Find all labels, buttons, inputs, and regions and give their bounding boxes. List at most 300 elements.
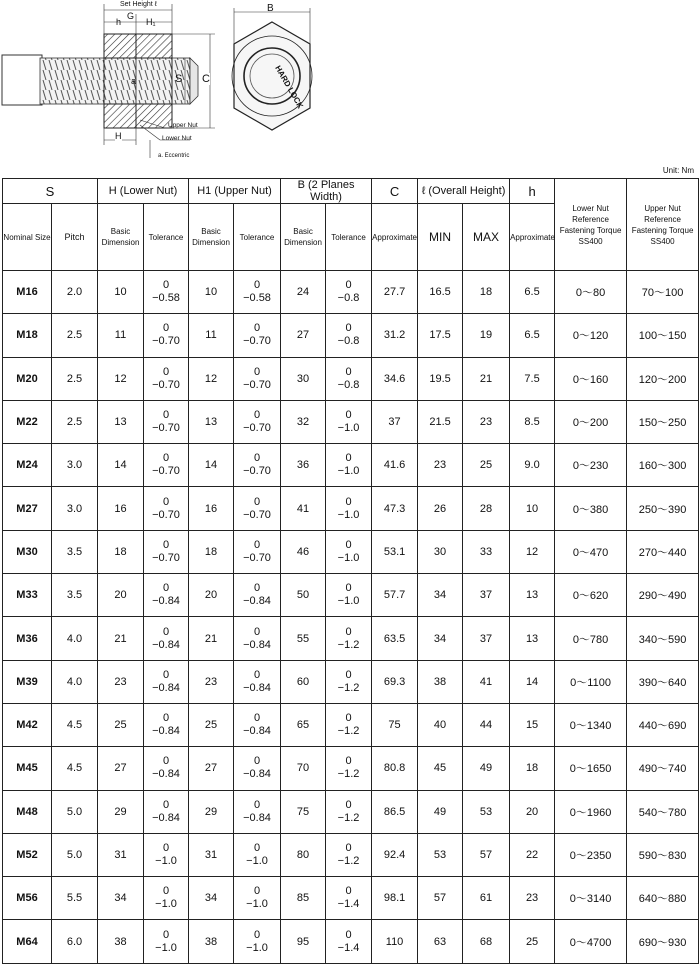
technical-drawing [0, 0, 700, 165]
tolerance-lower: −0.84 [152, 811, 180, 824]
tolerance-upper: 0 [345, 842, 352, 854]
tolerance-upper: 0 [253, 842, 261, 854]
c-approx-cell: 34.6 [372, 357, 418, 400]
h-basic-cell: 14 [98, 444, 144, 487]
tolerance-upper: 0 [253, 409, 261, 422]
pitch-cell: 4.5 [52, 747, 98, 790]
upper-torque-cell: 340〜590 [627, 617, 699, 660]
h-basic-cell: 12 [98, 357, 144, 400]
h1-tolerance-cell [234, 920, 281, 963]
lower-torque-cell: 0〜380 [555, 487, 627, 530]
tolerance-lower: −1.0 [155, 898, 177, 911]
h1-label: H₁ [146, 17, 156, 27]
subheader-pitch: Pitch [52, 204, 98, 271]
tolerance-lower: −1.2 [337, 725, 360, 738]
subheader-nominal: Nominal Size [3, 204, 52, 271]
tolerance-lower: −1.0 [337, 422, 360, 435]
tolerance-upper: 0 [345, 365, 352, 378]
h-basic-cell: 10 [98, 271, 144, 314]
tolerance-upper: 0 [162, 668, 170, 681]
tolerance-upper: 0 [345, 538, 352, 551]
tolerance-upper: 0 [253, 755, 261, 768]
pitch-cell: 3.0 [52, 487, 98, 530]
tolerance-upper: 0 [253, 625, 261, 638]
tolerance-upper: 0 [162, 322, 170, 335]
tolerance-upper: 0 [345, 668, 352, 681]
tolerance-upper: 0 [253, 928, 261, 941]
nominal-size-cell: M20 [3, 357, 52, 400]
tolerance-upper: 0 [345, 322, 352, 335]
tolerance-upper: 0 [345, 625, 352, 638]
h1-basic-cell: 23 [189, 660, 234, 703]
c-dimension-label: C [202, 73, 210, 85]
h1-tolerance-cell [234, 660, 281, 703]
tolerance-lower: −0.70 [152, 422, 180, 435]
l-min-cell: 30 [418, 530, 463, 573]
h1-basic-cell: 13 [189, 400, 234, 443]
tolerance-upper: 0 [162, 582, 170, 595]
h1-basic-cell: 27 [189, 747, 234, 790]
l-max-cell: 37 [463, 617, 510, 660]
tolerance-upper: 0 [345, 582, 352, 595]
upper-torque-cell: 390〜640 [627, 660, 699, 703]
h-tolerance-cell [144, 747, 189, 790]
nominal-size-cell: M30 [3, 530, 52, 573]
tolerance-lower: −1.2 [337, 855, 360, 867]
h-tolerance-cell [144, 920, 189, 963]
h1-basic-cell: 21 [189, 617, 234, 660]
b-tolerance-cell [326, 444, 372, 487]
pitch-cell: 6.0 [52, 920, 98, 963]
lower-torque-cell: 0〜2350 [555, 833, 627, 876]
upper-torque-cell: 270〜440 [627, 530, 699, 573]
c-approx-cell: 37 [372, 400, 418, 443]
tolerance-lower: −1.0 [337, 595, 360, 608]
h-basic-cell: 27 [98, 747, 144, 790]
l-min-cell: 38 [418, 660, 463, 703]
nominal-size-cell: M27 [3, 487, 52, 530]
nominal-size-cell: M24 [3, 444, 52, 487]
tolerance-upper: 0 [253, 365, 261, 378]
table-body [3, 271, 699, 964]
l-min-cell: 53 [418, 833, 463, 876]
pitch-cell: 3.0 [52, 444, 98, 487]
h-approx-cell: 12 [510, 530, 555, 573]
h1-tolerance-cell [234, 833, 281, 876]
upper-torque-cell: 690〜930 [627, 920, 699, 963]
subheader-basic-3: Basic Dimension [281, 204, 326, 271]
b-tolerance-cell [326, 271, 372, 314]
nominal-size-cell: M36 [3, 617, 52, 660]
h1-basic-cell: 31 [189, 833, 234, 876]
tolerance-lower: −0.70 [152, 465, 180, 478]
table-row [3, 444, 699, 487]
tolerance-upper: 0 [162, 279, 170, 292]
h1-tolerance-cell [234, 487, 281, 530]
pitch-cell: 5.5 [52, 877, 98, 920]
table-row [3, 271, 699, 314]
subheader-basic-1: Basic Dimension [98, 204, 144, 271]
nominal-size-cell: M64 [3, 920, 52, 963]
upper-torque-cell: 120〜200 [627, 357, 699, 400]
h-basic-cell: 13 [98, 400, 144, 443]
tolerance-lower: −0.70 [243, 378, 271, 391]
b-tolerance-cell [326, 314, 372, 357]
subheader-h-approx: Approximate [510, 204, 555, 271]
h1-tolerance-cell [234, 617, 281, 660]
b-basic-cell: 85 [281, 877, 326, 920]
h1-tolerance-cell [234, 877, 281, 920]
tolerance-upper: 0 [345, 495, 352, 508]
c-approx-cell: 27.7 [372, 271, 418, 314]
lower-torque-cell: 0〜1960 [555, 790, 627, 833]
tolerance-lower: −1.2 [337, 681, 360, 694]
b-basic-cell: 55 [281, 617, 326, 660]
b-basic-cell: 24 [281, 271, 326, 314]
lower-torque-cell: 0〜620 [555, 574, 627, 617]
tolerance-upper: 0 [253, 495, 261, 508]
tolerance-lower: −0.70 [243, 551, 271, 564]
tolerance-upper: 0 [162, 452, 170, 465]
subheader-min: MIN [418, 204, 463, 271]
tolerance-lower: −1.2 [337, 768, 360, 781]
pitch-cell: 4.0 [52, 660, 98, 703]
h1-tolerance-cell [234, 530, 281, 573]
tolerance-lower: −1.0 [246, 941, 268, 954]
nominal-size-cell: M48 [3, 790, 52, 833]
nominal-size-cell: M42 [3, 703, 52, 746]
c-approx-cell: 92.4 [372, 833, 418, 876]
tolerance-lower: −1.0 [246, 898, 268, 911]
upper-torque-cell: 70〜100 [627, 271, 699, 314]
h-approx-cell: 13 [510, 617, 555, 660]
h1-basic-cell: 12 [189, 357, 234, 400]
tolerance-lower: −0.70 [243, 465, 271, 478]
h1-basic-cell: 14 [189, 444, 234, 487]
b-basic-cell: 30 [281, 357, 326, 400]
tolerance-lower: −0.8 [337, 292, 360, 305]
b-tolerance-cell [326, 747, 372, 790]
pitch-cell: 4.5 [52, 703, 98, 746]
h1-tolerance-cell [234, 790, 281, 833]
l-max-cell: 33 [463, 530, 510, 573]
header-b: B (2 Planes Width) [281, 179, 372, 204]
header-c: C [372, 179, 418, 204]
tolerance-upper: 0 [345, 409, 352, 422]
h-tolerance-cell [144, 574, 189, 617]
l-min-cell: 21.5 [418, 400, 463, 443]
h-tolerance-cell [144, 660, 189, 703]
tolerance-lower: −1.0 [337, 508, 360, 521]
tolerance-upper: 0 [253, 712, 261, 725]
lower-torque-cell: 0〜1100 [555, 660, 627, 703]
h-basic-cell: 21 [98, 617, 144, 660]
l-min-cell: 49 [418, 790, 463, 833]
h-basic-cell: 38 [98, 920, 144, 963]
tolerance-lower: −0.84 [243, 768, 271, 781]
b-tolerance-cell [326, 487, 372, 530]
h-tolerance-cell [144, 703, 189, 746]
h-tolerance-cell [144, 530, 189, 573]
l-max-cell: 57 [463, 833, 510, 876]
b-tolerance-cell [326, 703, 372, 746]
l-min-cell: 23 [418, 444, 463, 487]
tolerance-lower: −0.84 [152, 725, 180, 738]
g-label: G [127, 11, 135, 21]
table-row [3, 660, 699, 703]
table-row [3, 877, 699, 920]
tolerance-upper: 0 [162, 712, 170, 725]
pitch-cell: 2.0 [52, 271, 98, 314]
tolerance-upper: 0 [253, 322, 261, 335]
h-tolerance-cell [144, 357, 189, 400]
b-basic-cell: 46 [281, 530, 326, 573]
upper-torque-cell: 440〜690 [627, 703, 699, 746]
tolerance-lower: −1.0 [246, 855, 268, 867]
h-label: h [116, 17, 122, 27]
tolerance-lower: −1.0 [155, 941, 177, 954]
tolerance-upper: 0 [253, 279, 261, 292]
h-approx-cell: 14 [510, 660, 555, 703]
b-basic-cell: 95 [281, 920, 326, 963]
h-basic-cell: 20 [98, 574, 144, 617]
h-approx-cell: 18 [510, 747, 555, 790]
l-max-cell: 44 [463, 703, 510, 746]
tolerance-lower: −1.2 [337, 638, 360, 651]
c-approx-cell: 80.8 [372, 747, 418, 790]
tolerance-lower: −0.70 [152, 335, 180, 348]
l-max-cell: 37 [463, 574, 510, 617]
nominal-size-cell: M18 [3, 314, 52, 357]
nominal-size-cell: M45 [3, 747, 52, 790]
tolerance-upper: 0 [162, 538, 170, 551]
b-tolerance-cell [326, 617, 372, 660]
s-dimension-label: S [175, 73, 183, 85]
b-basic-cell: 80 [281, 833, 326, 876]
lower-torque-cell: 0〜200 [555, 400, 627, 443]
h-approx-cell: 20 [510, 790, 555, 833]
tolerance-upper: 0 [162, 365, 170, 378]
c-approx-cell: 41.6 [372, 444, 418, 487]
h1-tolerance-cell [234, 444, 281, 487]
h1-basic-cell: 29 [189, 790, 234, 833]
header-h: h [510, 179, 555, 204]
tolerance-lower: −0.8 [337, 335, 360, 348]
tolerance-lower: −1.4 [337, 898, 360, 911]
h-basic-cell: 34 [98, 877, 144, 920]
h-approx-cell: 6.5 [510, 271, 555, 314]
b-basic-cell: 27 [281, 314, 326, 357]
upper-torque-cell: 640〜880 [627, 877, 699, 920]
l-min-cell: 17.5 [418, 314, 463, 357]
tolerance-upper: 0 [253, 452, 261, 465]
upper-torque-cell: 490〜740 [627, 747, 699, 790]
header-h-lower: H (Lower Nut) [98, 179, 189, 204]
upper-torque-cell: 160〜300 [627, 444, 699, 487]
l-min-cell: 19.5 [418, 357, 463, 400]
eccentric-label: a. Eccentric [158, 153, 190, 159]
pitch-cell: 3.5 [52, 530, 98, 573]
nominal-size-cell: M16 [3, 271, 52, 314]
b-tolerance-cell [326, 877, 372, 920]
tolerance-lower: −0.8 [337, 378, 360, 391]
table-row [3, 314, 699, 357]
b-basic-cell: 50 [281, 574, 326, 617]
l-min-cell: 34 [418, 617, 463, 660]
l-max-cell: 19 [463, 314, 510, 357]
lower-torque-cell: 0〜470 [555, 530, 627, 573]
b-tolerance-cell [326, 400, 372, 443]
tolerance-lower: −0.84 [152, 681, 180, 694]
h-approx-cell: 23 [510, 877, 555, 920]
tolerance-upper: 0 [345, 928, 352, 941]
c-approx-cell: 110 [372, 920, 418, 963]
tolerance-upper: 0 [162, 409, 170, 422]
b-basic-cell: 41 [281, 487, 326, 530]
lower-nut-top-section [104, 34, 136, 58]
l-max-cell: 23 [463, 400, 510, 443]
h-tolerance-cell [144, 400, 189, 443]
lower-nut-label: Lower Nut [162, 135, 192, 142]
h-approx-cell: 22 [510, 833, 555, 876]
lower-torque-cell: 0〜80 [555, 271, 627, 314]
h-basic-cell: 16 [98, 487, 144, 530]
h-basic-cell: 23 [98, 660, 144, 703]
tolerance-upper: 0 [345, 755, 352, 768]
header-group-row [3, 179, 699, 204]
tolerance-lower: −1.0 [155, 855, 177, 867]
upper-torque-cell: 150〜250 [627, 400, 699, 443]
header-s: S [3, 179, 98, 204]
h-basic-cell: 11 [98, 314, 144, 357]
tolerance-upper: 0 [253, 582, 261, 595]
h-tolerance-cell [144, 444, 189, 487]
h-approx-cell: 15 [510, 703, 555, 746]
tolerance-lower: −0.84 [243, 725, 271, 738]
h-tolerance-cell [144, 790, 189, 833]
b-basic-cell: 36 [281, 444, 326, 487]
table-row [3, 357, 699, 400]
h-approx-cell: 10 [510, 487, 555, 530]
l-min-cell: 45 [418, 747, 463, 790]
a-label: a [131, 76, 137, 86]
l-max-cell: 61 [463, 877, 510, 920]
tolerance-lower: −0.84 [243, 681, 271, 694]
h-tolerance-cell [144, 877, 189, 920]
h-approx-cell: 7.5 [510, 357, 555, 400]
tolerance-upper: 0 [162, 842, 170, 854]
hex-nut-outline [234, 22, 310, 130]
table-row [3, 833, 699, 876]
lower-torque-cell: 0〜120 [555, 314, 627, 357]
b-basic-cell: 65 [281, 703, 326, 746]
c-approx-cell: 63.5 [372, 617, 418, 660]
h-tolerance-cell [144, 271, 189, 314]
tolerance-upper: 0 [253, 798, 261, 811]
tolerance-lower: −1.0 [337, 465, 360, 478]
h1-tolerance-cell [234, 314, 281, 357]
tolerance-upper: 0 [162, 625, 170, 638]
tolerance-lower: −0.84 [243, 811, 271, 824]
c-approx-cell: 57.7 [372, 574, 418, 617]
lower-torque-cell: 0〜1650 [555, 747, 627, 790]
h-tolerance-cell [144, 833, 189, 876]
upper-torque-cell: 590〜830 [627, 833, 699, 876]
tolerance-upper: 0 [162, 495, 170, 508]
table-row [3, 530, 699, 573]
nominal-size-cell: M39 [3, 660, 52, 703]
b-tolerance-cell [326, 357, 372, 400]
l-max-cell: 49 [463, 747, 510, 790]
c-approx-cell: 31.2 [372, 314, 418, 357]
pitch-cell: 4.0 [52, 617, 98, 660]
tolerance-upper: 0 [162, 798, 170, 811]
c-approx-cell: 75 [372, 703, 418, 746]
b-basic-cell: 70 [281, 747, 326, 790]
h-approx-cell: 6.5 [510, 314, 555, 357]
tolerance-upper: 0 [345, 712, 352, 725]
b-tolerance-cell [326, 833, 372, 876]
tolerance-upper: 0 [162, 928, 170, 941]
pitch-cell: 3.5 [52, 574, 98, 617]
upper-torque-cell: 250〜390 [627, 487, 699, 530]
c-approx-cell: 53.1 [372, 530, 418, 573]
pitch-cell: 2.5 [52, 357, 98, 400]
l-max-cell: 41 [463, 660, 510, 703]
subheader-tolerance-3: Tolerance [326, 204, 372, 271]
l-max-cell: 21 [463, 357, 510, 400]
table-row [3, 487, 699, 530]
tolerance-lower: −0.84 [152, 595, 180, 608]
upper-nut-label: Upper Nut [168, 122, 198, 129]
l-min-cell: 40 [418, 703, 463, 746]
h1-basic-cell: 10 [189, 271, 234, 314]
h1-basic-cell: 25 [189, 703, 234, 746]
h-approx-cell: 9.0 [510, 444, 555, 487]
nominal-size-cell: M56 [3, 877, 52, 920]
b-tolerance-cell [326, 790, 372, 833]
c-approx-cell: 69.3 [372, 660, 418, 703]
h1-tolerance-cell [234, 400, 281, 443]
h-basic-cell: 25 [98, 703, 144, 746]
h-approx-cell: 25 [510, 920, 555, 963]
lower-torque-cell: 0〜3140 [555, 877, 627, 920]
tolerance-upper: 0 [162, 755, 170, 768]
header-lower-torque: Lower Nut Reference Fastening Torque SS400 [555, 179, 627, 271]
h-tolerance-cell [144, 487, 189, 530]
tolerance-upper: 0 [345, 798, 352, 811]
h-approx-cell: 13 [510, 574, 555, 617]
l-min-cell: 63 [418, 920, 463, 963]
tolerance-upper: 0 [253, 885, 261, 898]
b-tolerance-cell [326, 530, 372, 573]
tolerance-lower: −0.84 [243, 595, 271, 608]
bolt-plate-outline [2, 55, 42, 105]
tolerance-lower: −0.84 [152, 768, 180, 781]
h1-tolerance-cell [234, 747, 281, 790]
b-dimension-label: B [267, 3, 274, 14]
l-min-cell: 34 [418, 574, 463, 617]
tolerance-lower: −0.70 [243, 508, 271, 521]
subheader-max: MAX [463, 204, 510, 271]
tolerance-lower: −1.4 [337, 941, 360, 954]
lower-torque-cell: 0〜780 [555, 617, 627, 660]
tolerance-upper: 0 [253, 668, 261, 681]
tolerance-lower: −0.70 [152, 508, 180, 521]
subheader-tolerance-2: Tolerance [234, 204, 281, 271]
nominal-size-cell: M33 [3, 574, 52, 617]
pitch-cell: 2.5 [52, 400, 98, 443]
